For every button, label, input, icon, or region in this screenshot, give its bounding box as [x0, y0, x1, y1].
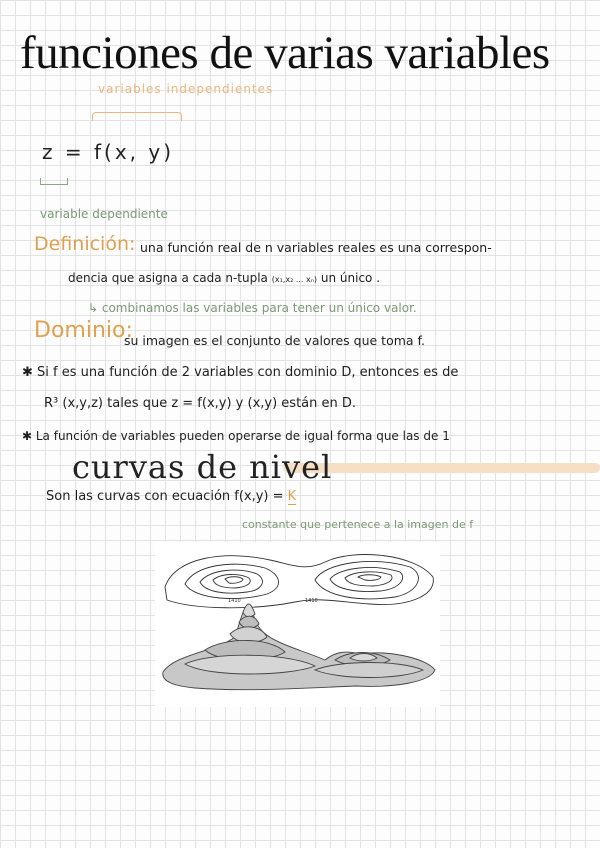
- label-independent-variables: variables independientes: [98, 82, 274, 96]
- curves-definition: [46, 489, 296, 504]
- page-title: funciones de varias variables: [20, 27, 550, 79]
- domain-heading: Dominio:: [34, 318, 133, 343]
- brace-underline: [92, 112, 182, 121]
- label-dependent-variable: variable dependiente: [40, 207, 168, 221]
- constant-k: K: [287, 489, 297, 504]
- definition-line-2a: dencia que asigna a cada n-tupla: [68, 271, 268, 285]
- curves-definition-text: Son las curvas con ecuación f(x,y) =: [46, 489, 284, 504]
- contour-map-illustration: [155, 542, 440, 707]
- bullet-1-line-2: R³ (x,y,z) tales que z = f(x,y) y (x,y) están en D.: [44, 396, 357, 411]
- definition-line-2: [68, 271, 380, 285]
- definition-line-1: una función real de n variables reales es una correspon-: [140, 240, 492, 255]
- domain-text: su imagen es el conjunto de valores que toma f.: [124, 333, 425, 348]
- section-title-curvas: curvas de nivel: [72, 448, 333, 486]
- definition-note: ↳ combinamos las variables para tener un único valor.: [88, 301, 417, 315]
- constant-note: constante que pertenece a la imagen de f: [242, 518, 474, 531]
- n-tuple: (x₁,x₂ ... xₙ): [271, 275, 318, 284]
- dependent-bracket: [40, 178, 68, 185]
- top-label-2: 1410: [305, 598, 318, 604]
- bullet-2: ✱ La función de variables pueden operarse de igual forma que las de 1: [22, 429, 450, 443]
- definition-line-2b: un único .: [320, 271, 381, 285]
- bullet-1-line-1: ✱ Si f es una función de 2 variables con dominio D, entonces es de: [22, 365, 459, 380]
- top-label-1: 1410: [228, 598, 241, 604]
- definition-heading: Definición:: [34, 233, 136, 255]
- main-formula: z = f(x, y): [42, 140, 175, 164]
